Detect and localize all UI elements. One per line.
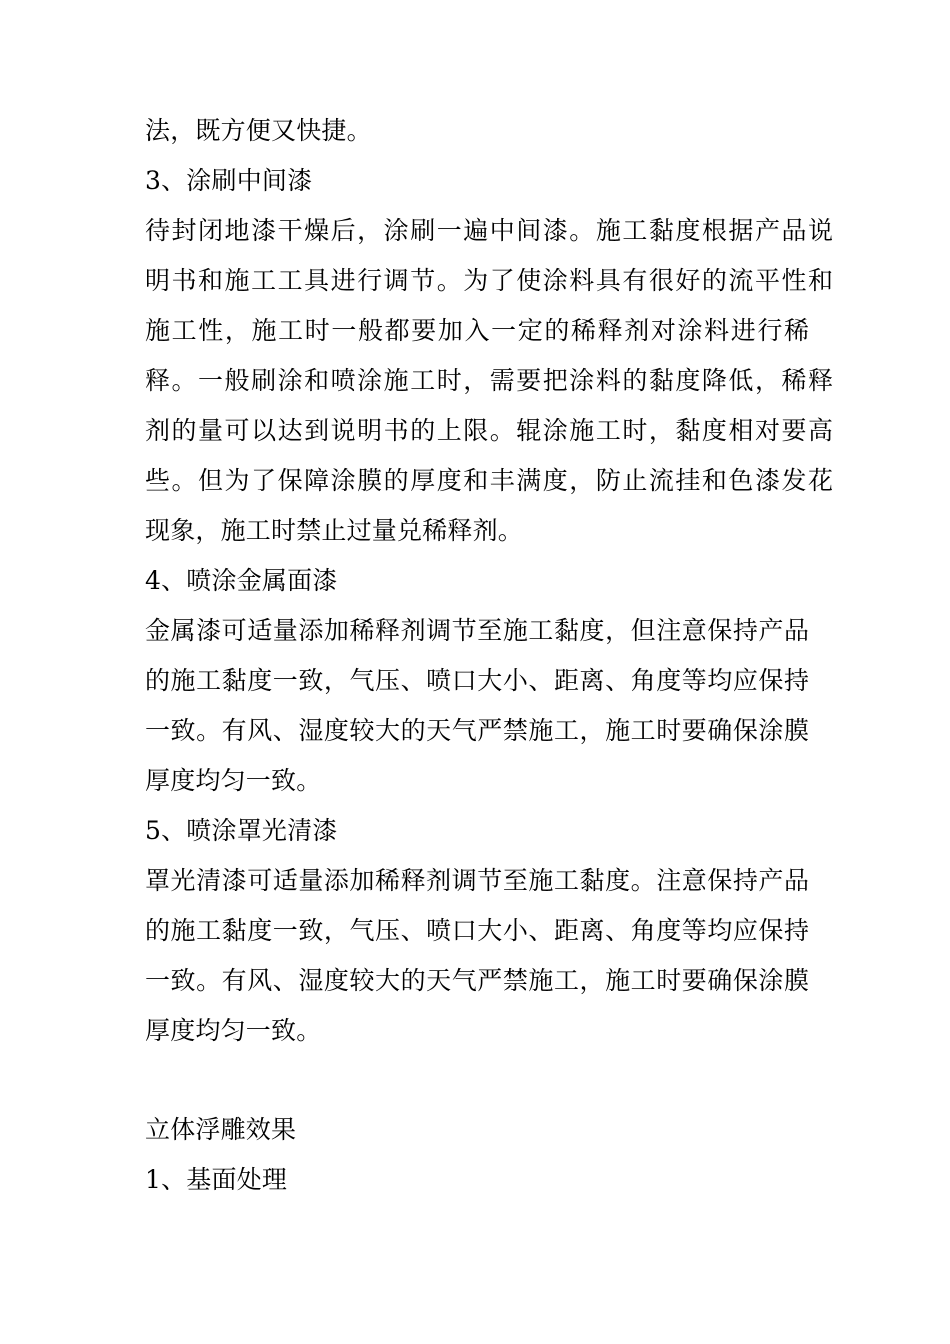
body-text-line: 罩光清漆可适量添加稀释剂调节至施工黏度。注意保持产品 — [145, 866, 809, 895]
body-text-line: 金属漆可适量添加稀释剂调节至施工黏度，但注意保持产品 — [145, 616, 809, 645]
section-heading: 4、喷涂金属面漆 — [145, 566, 338, 595]
body-text-line: 些。但为了保障涂膜的厚度和丰满度，防止流挂和色漆发花 — [145, 466, 833, 495]
body-text-line: 剂的量可以达到说明书的上限。辊涂施工时，黏度相对要高 — [145, 416, 833, 445]
section-heading: 3、涂刷中间漆 — [145, 166, 313, 195]
section-heading: 1、基面处理 — [145, 1165, 288, 1194]
section-heading: 5、喷涂罩光清漆 — [145, 816, 338, 845]
chapter-heading: 立体浮雕效果 — [145, 1115, 297, 1144]
body-text-line: 一致。有风、湿度较大的天气严禁施工，施工时要确保涂膜 — [145, 716, 809, 745]
body-text-line: 待封闭地漆干燥后，涂刷一遍中间漆。施工黏度根据产品说 — [145, 216, 833, 245]
body-text-line: 现象，施工时禁止过量兑稀释剂。 — [145, 516, 524, 545]
body-text-line: 明书和施工工具进行调节。为了使涂料具有很好的流平性和 — [145, 266, 833, 295]
body-text-line: 释。一般刷涂和喷涂施工时，需要把涂料的黏度降低，稀释 — [145, 366, 833, 395]
body-text-line: 厚度均匀一致。 — [145, 766, 322, 795]
body-text-line: 的施工黏度一致，气压、喷口大小、距离、角度等均应保持 — [145, 916, 809, 945]
body-text-line: 厚度均匀一致。 — [145, 1016, 322, 1045]
body-text-line: 一致。有风、湿度较大的天气严禁施工，施工时要确保涂膜 — [145, 966, 809, 995]
body-text-line: 法，既方便又快捷。 — [145, 116, 372, 145]
body-text-line: 的施工黏度一致，气压、喷口大小、距离、角度等均应保持 — [145, 666, 809, 695]
body-text-line: 施工性，施工时一般都要加入一定的稀释剂对涂料进行稀 — [145, 316, 809, 345]
